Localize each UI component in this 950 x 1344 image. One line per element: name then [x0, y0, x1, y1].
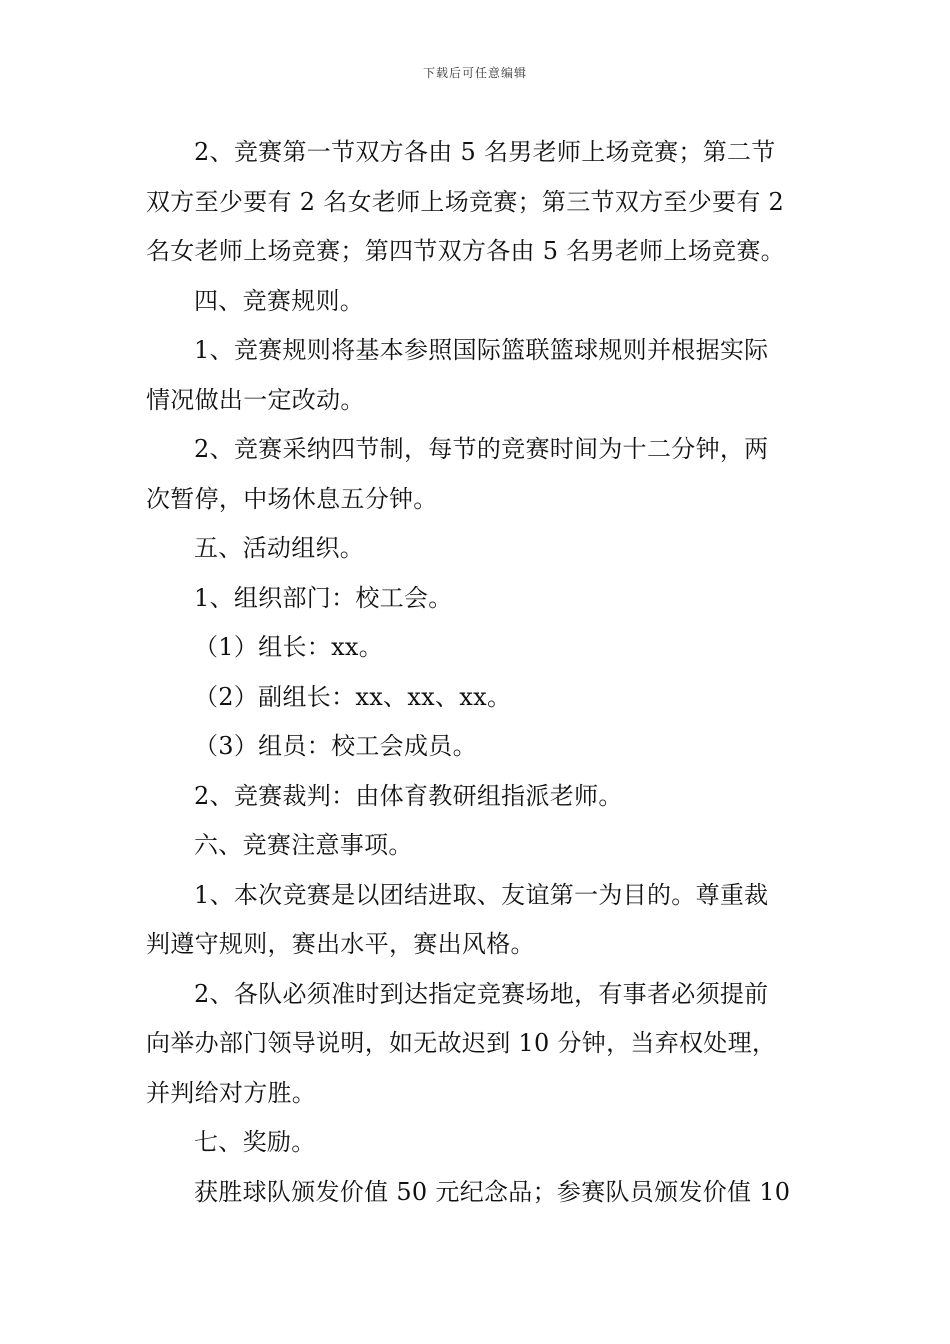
list-item: （3）组员：校工会成员。 [194, 732, 477, 760]
body-line: 判遵守规则，赛出水平，赛出风格。 [146, 930, 535, 958]
page-header: 下载后可任意编辑 [422, 66, 527, 80]
body-line: 获胜球队颁发价值 50 元纪念品；参赛队员颁发价值 10 [194, 1177, 791, 1206]
body-line: 名女老师上场竞赛；第四节双方各由 5 名男老师上场竞赛。 [146, 237, 785, 265]
body-line: 情况做出一定改动。 [146, 385, 365, 414]
body-line: 2、竞赛裁判：由体育教研组指派老师。 [194, 781, 623, 810]
section-heading: 六、竞赛注意事项。 [194, 831, 413, 859]
body-line: 向举办部门领导说明，如无故迟到 10 分钟，当弃权处理， [146, 1029, 777, 1057]
list-item: （1）组长：xx。 [194, 633, 384, 661]
section-heading: 四、竞赛规则。 [194, 286, 365, 315]
body-line: 双方至少要有 2 名女老师上场竞赛；第三节双方至少要有 2 [146, 187, 785, 216]
body-line: 1、本次竞赛是以团结进取、友谊第一为目的。尊重裁 [194, 880, 769, 909]
body-line: 1、竞赛规则将基本参照国际篮联篮球规则并根据实际 [194, 336, 769, 364]
document-body [146, 128, 806, 1217]
section-heading: 七、奖励。 [194, 1128, 316, 1156]
body-line: 并判给对方胜。 [146, 1078, 317, 1107]
body-line: 次暂停，中场休息五分钟。 [146, 484, 438, 513]
list-item: （2）副组长：xx、xx、xx。 [194, 682, 512, 711]
body-line: 2、各队必须准时到达指定竞赛场地，有事者必须提前 [194, 979, 769, 1008]
body-line: 2、竞赛第一节双方各由 5 名男老师上场竞赛；第二节 [194, 138, 776, 166]
body-line: 1、组织部门：校工会。 [194, 583, 453, 612]
section-heading: 五、活动组织。 [194, 534, 365, 562]
body-line: 2、竞赛采纳四节制，每节的竞赛时间为十二分钟，两 [194, 435, 769, 463]
